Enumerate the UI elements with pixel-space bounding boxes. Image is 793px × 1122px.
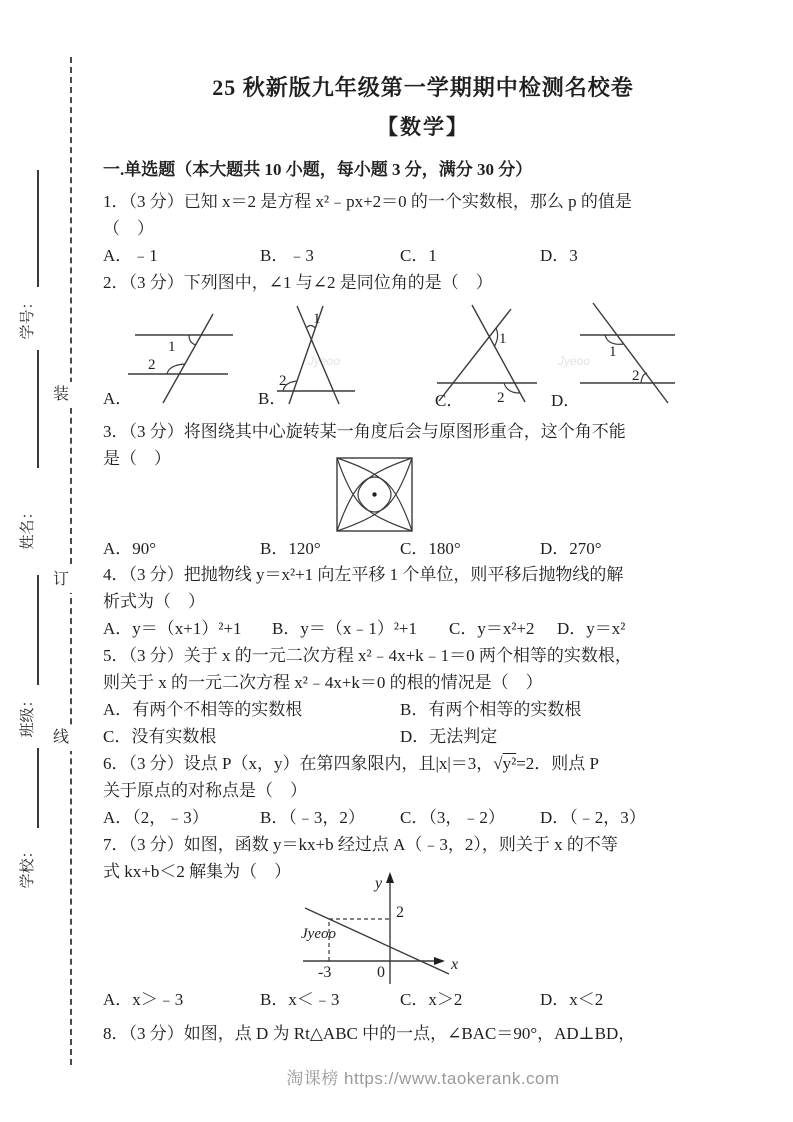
q5-option-b: B．有两个相等的实数根 bbox=[400, 700, 582, 719]
class-blank-line bbox=[37, 575, 39, 685]
question-1-line-2: （ ） bbox=[103, 219, 154, 238]
q3-option-b: B．120° bbox=[260, 539, 321, 558]
q2-figure-a-label: A． bbox=[103, 389, 133, 408]
student-no-label: 学号： bbox=[20, 294, 36, 340]
question-4-line-1: 4．（3 分）把抛物线 y＝x²+1 向左平移 1 个单位，则平移后抛物线的解 bbox=[103, 565, 624, 584]
class-label: 班级： bbox=[20, 692, 36, 738]
q1-option-a: A．﹣1 bbox=[103, 246, 158, 265]
q2-figure-b-label: B． bbox=[258, 389, 287, 408]
subject-title: 【数学】 bbox=[377, 115, 469, 139]
y-axis-label: y bbox=[375, 875, 383, 892]
question-7-line-1: 7．（3 分）如图，函数 y＝kx+b 经过点 A（﹣3，2），则关于 x 的不等 bbox=[103, 835, 618, 854]
q2b-angle-2: 2 bbox=[279, 373, 287, 389]
question-6-options bbox=[103, 806, 743, 829]
q2-figure-c-crossing-lines-diagram bbox=[437, 301, 539, 409]
binding-char-ding: 订 bbox=[46, 567, 76, 593]
page-title: 25 秋新版九年级第一学期期中检测名校卷 bbox=[212, 75, 634, 100]
question-7-options bbox=[103, 988, 743, 1011]
question-2-figures bbox=[103, 296, 743, 420]
exam-content bbox=[103, 0, 743, 1122]
watermark: Jyeoo bbox=[308, 354, 341, 368]
q2a-angle-2: 2 bbox=[148, 357, 156, 373]
binding-dashed-line bbox=[70, 57, 72, 1065]
question-6-line-2: 关于原点的对称点是（ ） bbox=[103, 781, 307, 800]
q7-option-b: B．x＜﹣3 bbox=[260, 990, 340, 1009]
watermark: Jyeoo bbox=[301, 926, 336, 942]
q7-linear-function-graph bbox=[293, 872, 468, 994]
question-4-options bbox=[103, 617, 743, 640]
question-1-line-1: 1．（3 分）已知 x＝2 是方程 x²﹣px+2＝0 的一个实数根，那么 p 的值是 bbox=[103, 192, 632, 211]
q6-option-c: C．（3，﹣2） bbox=[400, 808, 505, 827]
q2c-angle-2: 2 bbox=[497, 390, 505, 406]
q1-option-d: D．3 bbox=[540, 246, 578, 265]
question-5-options-ab bbox=[103, 698, 743, 721]
q1-option-b: B．﹣3 bbox=[260, 246, 314, 265]
school-blank-line bbox=[37, 748, 39, 828]
question-6-line-1 bbox=[103, 752, 599, 775]
q3-option-d: D．270° bbox=[540, 539, 602, 558]
q2-figure-b-crossing-lines-diagram bbox=[277, 304, 357, 408]
x-axis-label: x bbox=[451, 956, 459, 973]
name-label: 姓名： bbox=[20, 504, 36, 550]
y-axis-arrow bbox=[386, 872, 394, 883]
question-1-options bbox=[103, 244, 743, 267]
x-axis-arrow bbox=[434, 957, 445, 965]
origin-label: 0 bbox=[377, 964, 385, 981]
question-3-options bbox=[103, 537, 743, 560]
q4-option-d: D．y＝x² bbox=[557, 619, 626, 638]
question-5-line-1: 5．（3 分）关于 x 的一元二次方程 x²﹣4x+k﹣1＝0 两个相等的实数根， bbox=[103, 646, 632, 665]
q4-option-a: A．y＝（x+1）²+1 bbox=[103, 619, 242, 638]
q3-center-dot bbox=[372, 492, 376, 496]
question-3-line-1: 3．（3 分）将图绕其中心旋转某一角度后会与原图形重合，这个角不能 bbox=[103, 422, 626, 441]
q5-option-c: C．没有实数根 bbox=[103, 727, 217, 746]
watermark: Jyeoo bbox=[558, 354, 591, 368]
q6-text-before-sqrt: 6．（3 分）设点 P（x，y）在第四象限内，且|x|＝3，√ bbox=[103, 754, 503, 773]
q7-option-a: A．x＞﹣3 bbox=[103, 990, 184, 1009]
question-4-line-2: 析式为（ ） bbox=[103, 592, 205, 611]
q1-option-c: C．1 bbox=[400, 246, 437, 265]
q2d-angle-1: 1 bbox=[609, 344, 617, 360]
q6-option-d: D．（﹣2，3） bbox=[540, 808, 646, 827]
q3-square-with-arcs-diagram bbox=[335, 456, 415, 534]
question-3-figure bbox=[335, 456, 415, 539]
site-watermark-footer: 淘课榜 https://www.taokerank.com bbox=[286, 1069, 560, 1088]
x-tick-minus-3: -3 bbox=[318, 964, 332, 981]
q2a-angle-1: 1 bbox=[168, 339, 176, 355]
q7-option-c: C．x＞2 bbox=[400, 990, 463, 1009]
section-heading: 一.单选题（本大题共 10 小题，每小题 3 分，满分 30 分） bbox=[103, 160, 533, 179]
q5-option-a: A．有两个不相等的实数根 bbox=[103, 700, 303, 719]
q2c-angle-1: 1 bbox=[499, 331, 507, 347]
q6-option-b: B．（﹣3，2） bbox=[260, 808, 365, 827]
student-no-blank-line bbox=[37, 170, 39, 287]
school-label: 学校： bbox=[20, 843, 36, 889]
q6-text-after-sqrt: =2．则点 P bbox=[516, 754, 599, 773]
question-2-line-1: 2．（3 分）下列图中，∠1 与∠2 是同位角的是（ ） bbox=[103, 273, 493, 292]
q2-figure-a-parallel-lines-diagram bbox=[123, 310, 238, 408]
question-3-line-2: 是（ ） bbox=[103, 449, 171, 468]
q3-option-a: A．90° bbox=[103, 539, 157, 558]
q7-option-d: D．x＜2 bbox=[540, 990, 604, 1009]
question-5-line-2: 则关于 x 的一元二次方程 x²﹣4x+k＝0 的根的情况是（ ） bbox=[103, 673, 543, 692]
q2b-angle-1: 1 bbox=[313, 311, 321, 327]
question-7-line-2: 式 kx+b＜2 解集为（ ） bbox=[103, 862, 292, 881]
q5-option-d: D．无法判定 bbox=[400, 727, 498, 746]
question-7-figure bbox=[293, 872, 468, 999]
q2-figure-c-label: C． bbox=[435, 391, 464, 410]
q2-figure-d-label: D． bbox=[551, 391, 581, 410]
binding-char-zhuang: 装 bbox=[46, 382, 76, 408]
name-blank-line bbox=[37, 350, 39, 468]
question-5-options-cd bbox=[103, 725, 743, 748]
binding-char-xian: 线 bbox=[46, 725, 76, 751]
q4-option-b: B．y＝（x﹣1）²+1 bbox=[272, 619, 418, 638]
y-tick-2: 2 bbox=[396, 904, 404, 921]
q4-option-c: C．y＝x²+2 bbox=[449, 619, 535, 638]
q3-option-c: C．180° bbox=[400, 539, 461, 558]
q2-figure-d-parallel-lines-diagram bbox=[580, 296, 682, 410]
q6-sqrt-radicand: y² bbox=[502, 754, 517, 773]
q6-option-a: A．（2，﹣3） bbox=[103, 808, 209, 827]
q2d-angle-2: 2 bbox=[632, 368, 640, 384]
question-8-line-1: 8．（3 分）如图，点 D 为 Rt△ABC 中的一点，∠BAC＝90°，AD⊥BD， bbox=[103, 1024, 636, 1043]
